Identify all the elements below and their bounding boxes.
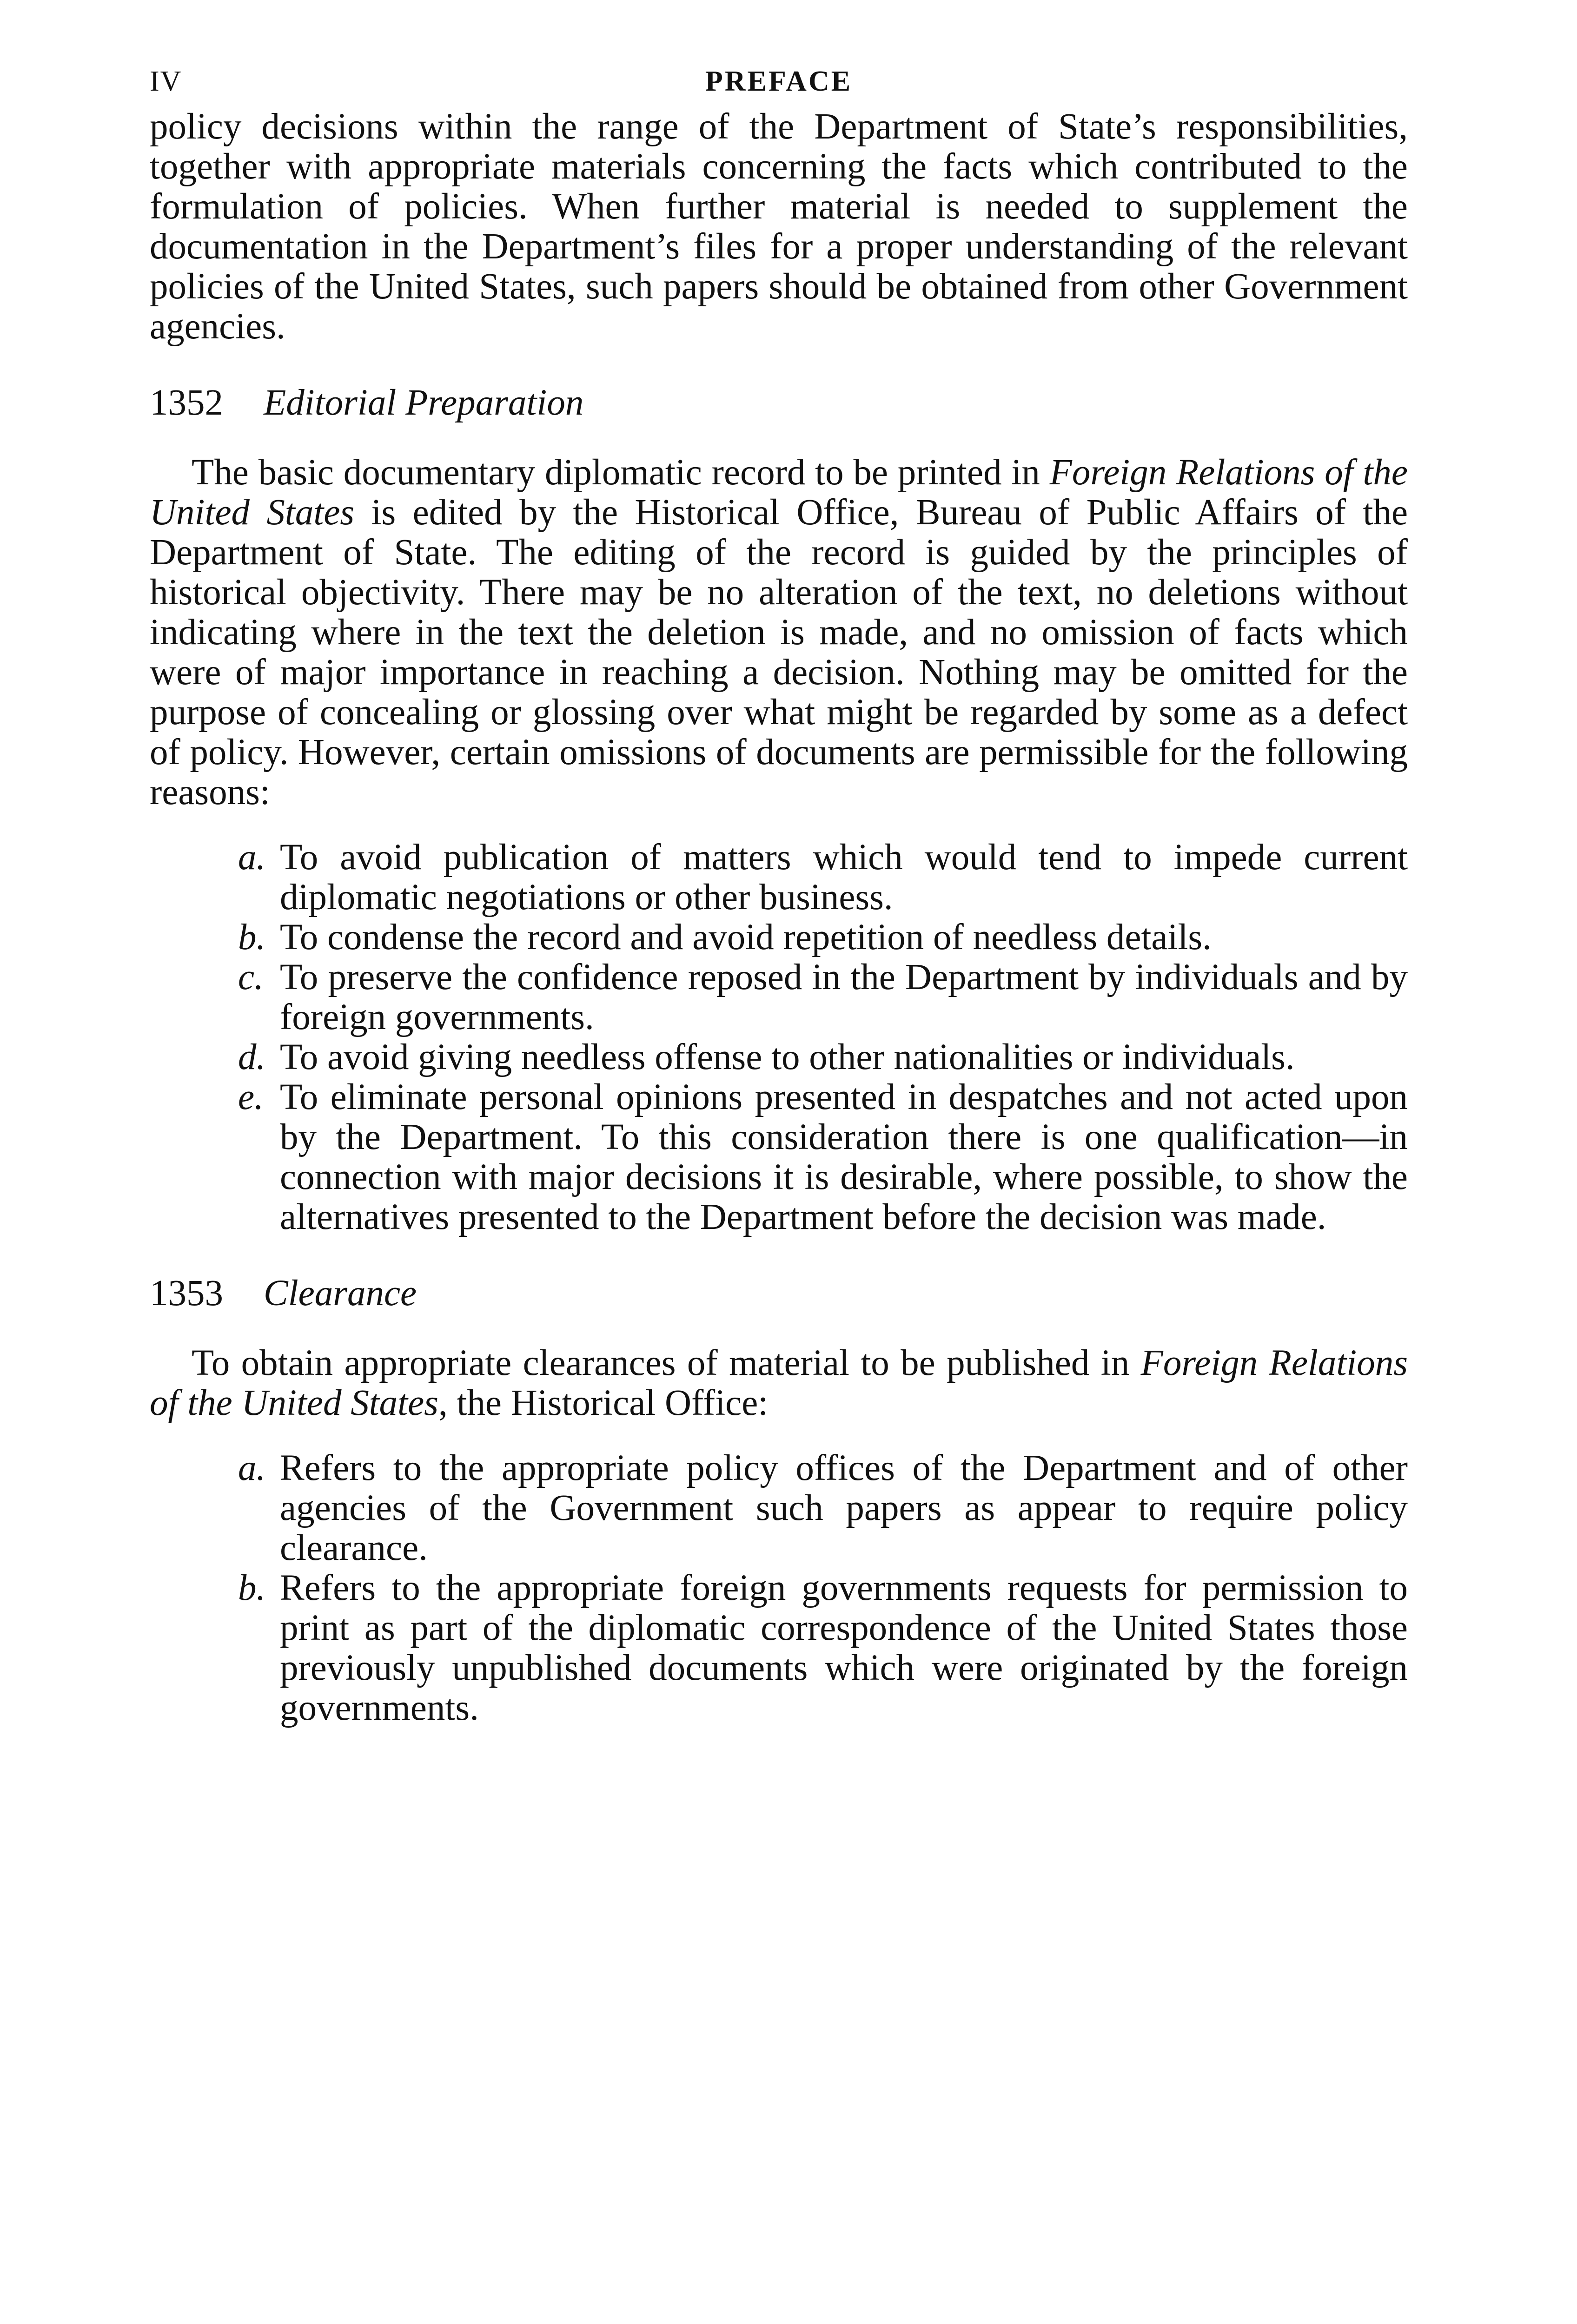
list-marker: b. — [238, 1568, 266, 1608]
list-item-text: To preserve the confidence reposed in the Department by individuals and by foreign governments. — [280, 957, 1408, 1037]
list-item-text: To avoid giving needless offense to other nationalities or individuals. — [280, 1037, 1295, 1077]
list-item-text: To avoid publication of matters which would tend to impede current diplomatic negotiations or other business. — [280, 837, 1408, 918]
section-title: Editorial Preparation — [264, 383, 584, 423]
list-marker: c. — [238, 957, 264, 997]
list-marker: b. — [238, 917, 266, 957]
running-head — [150, 56, 1408, 107]
section-heading-1352 — [150, 383, 1408, 423]
list-marker: d. — [238, 1037, 266, 1077]
list-marker: a. — [238, 1448, 266, 1488]
publication-title: Foreign Relations of the United States — [150, 1343, 1408, 1423]
section-title: Clearance — [264, 1273, 417, 1314]
text-run: is edited by the Historical Office, Bureau of Public Affairs of the Department of State. The editing of the record is guided by the principles of historical objectivity. There may be no alteration of the text, no deletions without indicating where in the text the deletion is made, and no omission of facts which were of major importance in reaching a decision. Nothing may be omitted for the purpose of concealing or glossing over what might be regarded by some as a defect of policy. However, certain omissions of documents are permissible for the following reasons: — [150, 492, 1408, 812]
text-run: The basic documentary diplomatic record to be printed in — [192, 452, 1050, 493]
list-marker: e. — [238, 1077, 264, 1117]
running-title: PREFACE — [705, 66, 853, 97]
list-item — [150, 1568, 1408, 1728]
list-item-text: Refers to the appropriate policy offices of the Department and of other agencies of the Government such papers as appear to require policy clearance. — [280, 1448, 1408, 1568]
page-number: IV — [150, 66, 182, 97]
publication-title: Foreign Relations of the United States — [150, 452, 1408, 533]
section-heading-1353 — [150, 1274, 1408, 1314]
intro-paragraph: policy decisions within the range of the Department of State’s responsibilities, together with appropriate materials concerning the facts which contributed to the formulation of policies. When further material is needed to supplement the documentation in the Department’s files for a proper understanding of the relevant policies of the United States, such papers should be obtained from other Government agencies. — [150, 106, 1408, 347]
section-number: 1352 — [150, 383, 223, 423]
list-item — [150, 1077, 1408, 1237]
document-page — [150, 56, 1408, 1728]
section-number: 1353 — [150, 1273, 223, 1314]
list-item-text: To eliminate personal opinions presented in despatches and not acted upon by the Department. To this consideration there is one qualification—in connection with major decisions it is desirable, where possible, to show the alternatives presented to the Department before the decision was made. — [280, 1077, 1408, 1237]
list-item — [150, 918, 1408, 957]
list-item-text: Refers to the appropriate foreign governments requests for permission to print as part of the diplomatic correspondence of the United States those previously unpublished documents which were originated by the foreign governments. — [280, 1568, 1408, 1728]
list-item — [150, 1448, 1408, 1568]
clearance-steps-list — [150, 1448, 1408, 1728]
text-run: , the Historical Office: — [438, 1383, 769, 1423]
list-item — [150, 838, 1408, 918]
list-item — [150, 957, 1408, 1037]
text-run: To obtain appropriate clearances of material to be published in — [192, 1343, 1141, 1383]
list-item-text: To condense the record and avoid repetition of needless details. — [280, 917, 1212, 957]
list-item — [150, 1037, 1408, 1077]
list-marker: a. — [238, 837, 266, 878]
omission-reasons-list — [150, 838, 1408, 1237]
section-1352-paragraph — [150, 453, 1408, 812]
section-1353-paragraph — [150, 1343, 1408, 1423]
